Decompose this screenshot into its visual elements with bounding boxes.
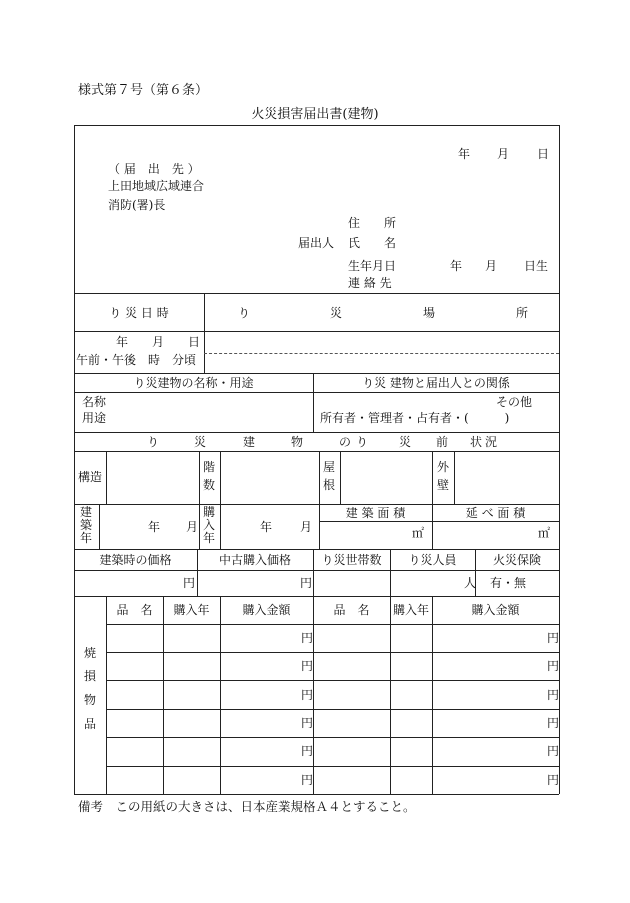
row3-left-yen: 円: [301, 688, 314, 702]
row1-right-yen: 円: [547, 631, 560, 645]
burned-label-2: 損: [84, 669, 97, 683]
row3-right-yen: 円: [547, 688, 560, 702]
burned-label-3: 物: [84, 693, 97, 707]
status-char-3: 建: [243, 435, 256, 449]
addressee-line1: 上田地域広域連合: [108, 179, 205, 193]
status-char-6: り: [356, 435, 369, 449]
form-title: 火災損害届出書(建物): [251, 107, 379, 122]
birth-month: 月: [485, 259, 498, 273]
item-header-name-2: 品 名: [333, 603, 370, 617]
purchase-month: 月: [300, 520, 313, 534]
row5-left-yen: 円: [301, 744, 314, 758]
disaster-time: 午前・午後 時 分頃: [76, 353, 197, 367]
place-header-3: 場: [423, 306, 436, 320]
value-header-3: り災世帯数: [321, 553, 382, 567]
item-header-price-1: 購入金額: [242, 603, 291, 617]
value-header-4: り災人員: [408, 553, 457, 567]
disaster-datetime-header: り 災 日 時: [109, 306, 169, 320]
addressee-label: （ 届 出 先 ）: [108, 162, 200, 176]
row5-right-yen: 円: [547, 744, 560, 758]
relationship-other: その他: [496, 395, 533, 409]
place-header-4: 所: [516, 306, 529, 320]
purchase-label-2: 入: [203, 518, 216, 532]
status-char-5: の: [339, 435, 352, 449]
purchase-label-1: 購: [203, 505, 216, 519]
building-use-label: 用途: [82, 411, 107, 425]
row2-left-yen: 円: [301, 659, 314, 673]
building-area-label: 建 築 面 積: [345, 506, 406, 520]
value-header-5: 火災保険: [492, 553, 541, 567]
floor-area-unit: ㎡: [538, 526, 551, 540]
birth-year: 年: [450, 259, 463, 273]
status-char-1: り: [147, 435, 160, 449]
insurance-options: 有・無: [490, 576, 527, 590]
item-header-year-2: 購入年: [392, 603, 429, 617]
used-price-unit: 円: [300, 576, 313, 590]
item-header-name-1: 品 名: [116, 603, 153, 617]
disaster-date: 年 月 日: [116, 335, 201, 349]
purchase-year: 年: [260, 520, 273, 534]
building-name-header: り災建物の名称・用途: [133, 376, 254, 390]
status-char-2: 災: [194, 435, 207, 449]
date-year: 年: [458, 147, 471, 161]
burned-label-4: 品: [84, 717, 97, 731]
date-day: 日: [537, 147, 550, 161]
relationship-options: 所有者・管理者・占有者・( ): [320, 411, 510, 425]
place-header-2: 災: [330, 306, 343, 320]
birth-day: 日生: [524, 259, 549, 273]
built-month: 月: [186, 520, 199, 534]
status-char-10: 況: [485, 435, 498, 449]
value-header-1: 建築時の価格: [99, 553, 172, 567]
floors-label-2: 数: [203, 478, 216, 492]
roof-label-1: 屋: [323, 460, 336, 474]
roof-label-2: 根: [323, 478, 336, 492]
building-name-label: 名称: [82, 395, 107, 409]
status-char-8: 前: [436, 435, 449, 449]
item-header-price-2: 購入金額: [471, 603, 520, 617]
form-number: 様式第７号（第６条）: [78, 83, 209, 98]
row6-left-yen: 円: [301, 773, 314, 787]
place-header-1: り: [238, 306, 251, 320]
status-char-4: 物: [291, 435, 304, 449]
wall-label-2: 壁: [437, 478, 450, 492]
built-label-1: 建: [80, 505, 93, 519]
built-year: 年: [148, 520, 161, 534]
row2-right-yen: 円: [547, 659, 560, 673]
row1-left-yen: 円: [301, 631, 314, 645]
value-header-2: 中古購入価格: [218, 553, 291, 567]
status-char-7: 災: [399, 435, 412, 449]
addressee-line2: 消防(署)長: [108, 198, 166, 212]
structure-label: 構造: [78, 470, 103, 484]
row6-right-yen: 円: [547, 773, 560, 787]
applicant-contact-label: 連 絡 先: [348, 276, 392, 290]
persons-unit: 人: [464, 576, 477, 590]
row4-right-yen: 円: [547, 716, 560, 730]
built-label-2: 築: [80, 518, 93, 532]
row4-left-yen: 円: [301, 716, 314, 730]
relationship-header: り災 建物と届出人との関係: [362, 376, 510, 390]
applicant-address-label: 住 所: [348, 216, 397, 230]
status-char-9: 状: [470, 435, 483, 449]
floors-label-1: 階: [203, 460, 216, 474]
date-month: 月: [497, 147, 510, 161]
built-label-3: 年: [80, 531, 93, 545]
purchase-label-3: 年: [203, 531, 216, 545]
building-area-unit: ㎡: [412, 526, 425, 540]
wall-label-1: 外: [437, 460, 450, 474]
applicant-name-label: 氏 名: [348, 236, 397, 250]
applicant-prefix: 届出人: [298, 236, 335, 250]
floor-area-label: 延 べ 面 積: [465, 506, 526, 520]
build-price-unit: 円: [183, 576, 196, 590]
burned-label-1: 焼: [84, 646, 97, 660]
applicant-birth-label: 生年月日: [348, 259, 397, 273]
item-header-year-1: 購入年: [173, 603, 210, 617]
footnote: 備考 この用紙の大きさは、日本産業規格Ａ４とすること。: [78, 799, 416, 814]
